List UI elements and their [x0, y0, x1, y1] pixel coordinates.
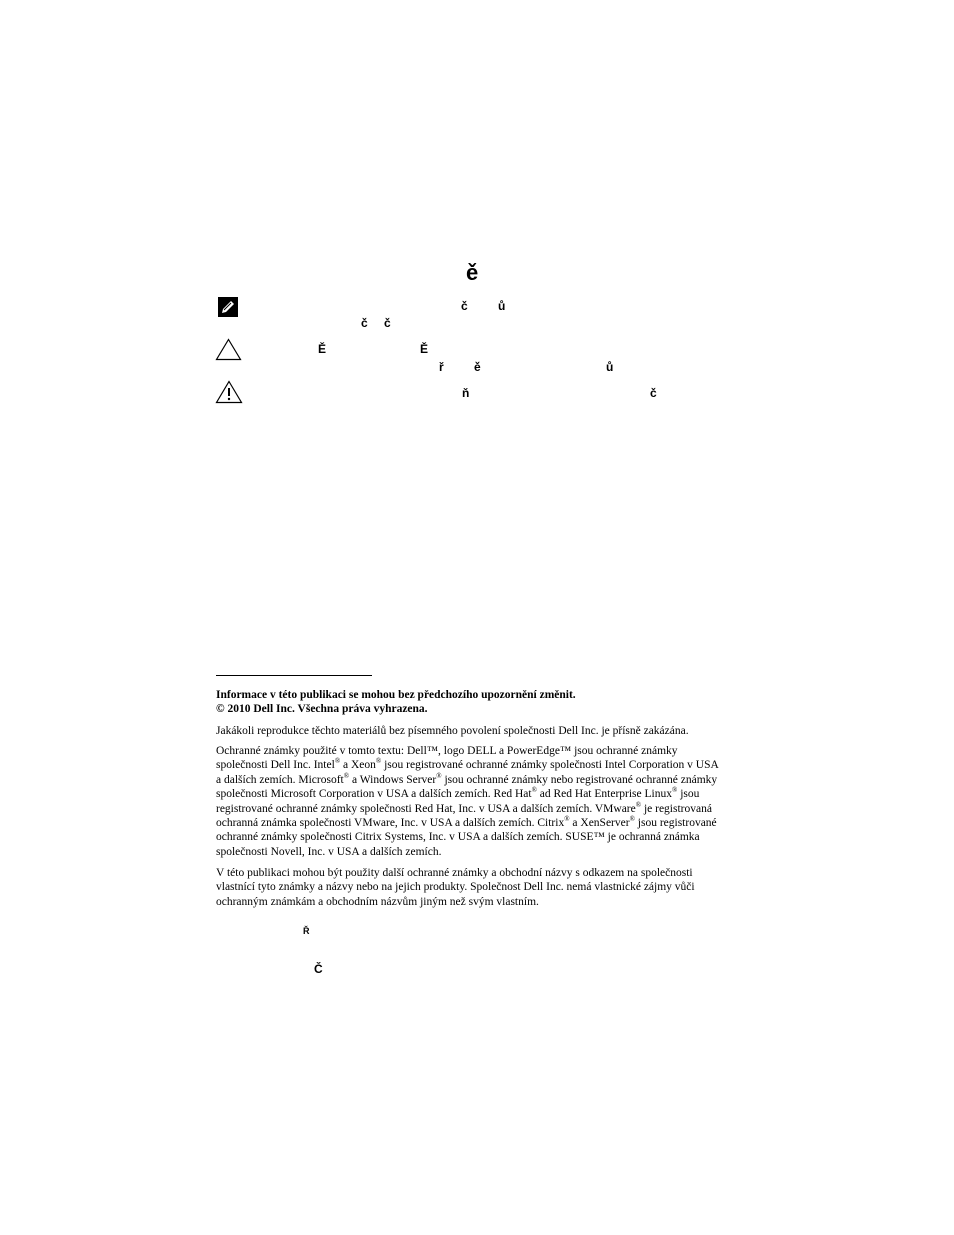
- warning-fragment: ň: [462, 386, 470, 400]
- footer-fragment: Ř: [303, 926, 310, 936]
- caution-fragment: ů: [606, 360, 614, 374]
- note-fragment: č: [384, 316, 391, 330]
- caution-fragment: Ě: [318, 342, 327, 356]
- footer-fragment: Č: [314, 962, 323, 976]
- warning-fragment: č: [650, 386, 657, 400]
- reproduction-text: Jakákoli reprodukce těchto materiálů bez písemného povolení společnosti Dell Inc. je přísně zakázána.: [216, 725, 689, 737]
- other-trademarks-text: V této publikaci mohou být použity další ochranné známky a obchodní názvy s odkazem na společnosti vlastnící tyto známky a názvy nebo na jejich produkty. Společnost Dell Inc. nemá vlastnické zájmy vůči ochranným známkám a obchodním názvům jiným než svým vlastním.: [216, 867, 695, 908]
- caution-fragment: ř: [439, 360, 444, 374]
- note-pencil-icon: [218, 297, 238, 317]
- caution-fragment: ě: [474, 360, 481, 374]
- reproduction-notice: [216, 724, 720, 738]
- other-trademarks-notice: [216, 866, 720, 909]
- warning-triangle-icon: [215, 380, 243, 404]
- trademarks-text: Ochranné známky použité v tomto textu: Dell™, logo DELL a PowerEdge™ jsou ochranné známky společnosti Dell Inc. Intel® a Xeon® jsou registrované ochranné známky společnosti Intel Corporation v USA a dalších zemích. Microsoft® a Windows Server® jsou ochranné známky nebo registrované ochranné známky společnosti Microsoft Corporation v USA a dalších zemích. Red Hat® ad Red Hat Enterprise Linux® jsou registrované ochranné známky společnosti Red Hat, Inc. v USA a dalších zemích. VMware® je registrovaná ochranná známka společnosti VMware, Inc. v USA a dalších zemích. Citrix® a XenServer® jsou registrované ochranné známky společnosti Citrix Systems, Inc. v USA a dalších zemích. SUSE™ je ochranná známka společnosti Novell, Inc. v USA a dalších zemích.: [216, 745, 719, 858]
- note-fragment: č: [461, 299, 468, 313]
- note-fragment: č: [361, 316, 368, 330]
- caution-triangle-icon: [215, 338, 242, 361]
- trademarks-notice: [216, 744, 720, 859]
- footnote-divider: [216, 675, 372, 676]
- copyright-line: © 2010 Dell Inc. Všechna práva vyhrazena.: [216, 703, 428, 716]
- heading-fragment: ě: [466, 260, 479, 285]
- caution-fragment: Ě: [420, 342, 429, 356]
- notice-line: Informace v této publikaci se mohou bez předchozího upozornění změnit.: [216, 689, 576, 701]
- legal-notice: [216, 688, 720, 717]
- note-fragment: ů: [498, 299, 506, 313]
